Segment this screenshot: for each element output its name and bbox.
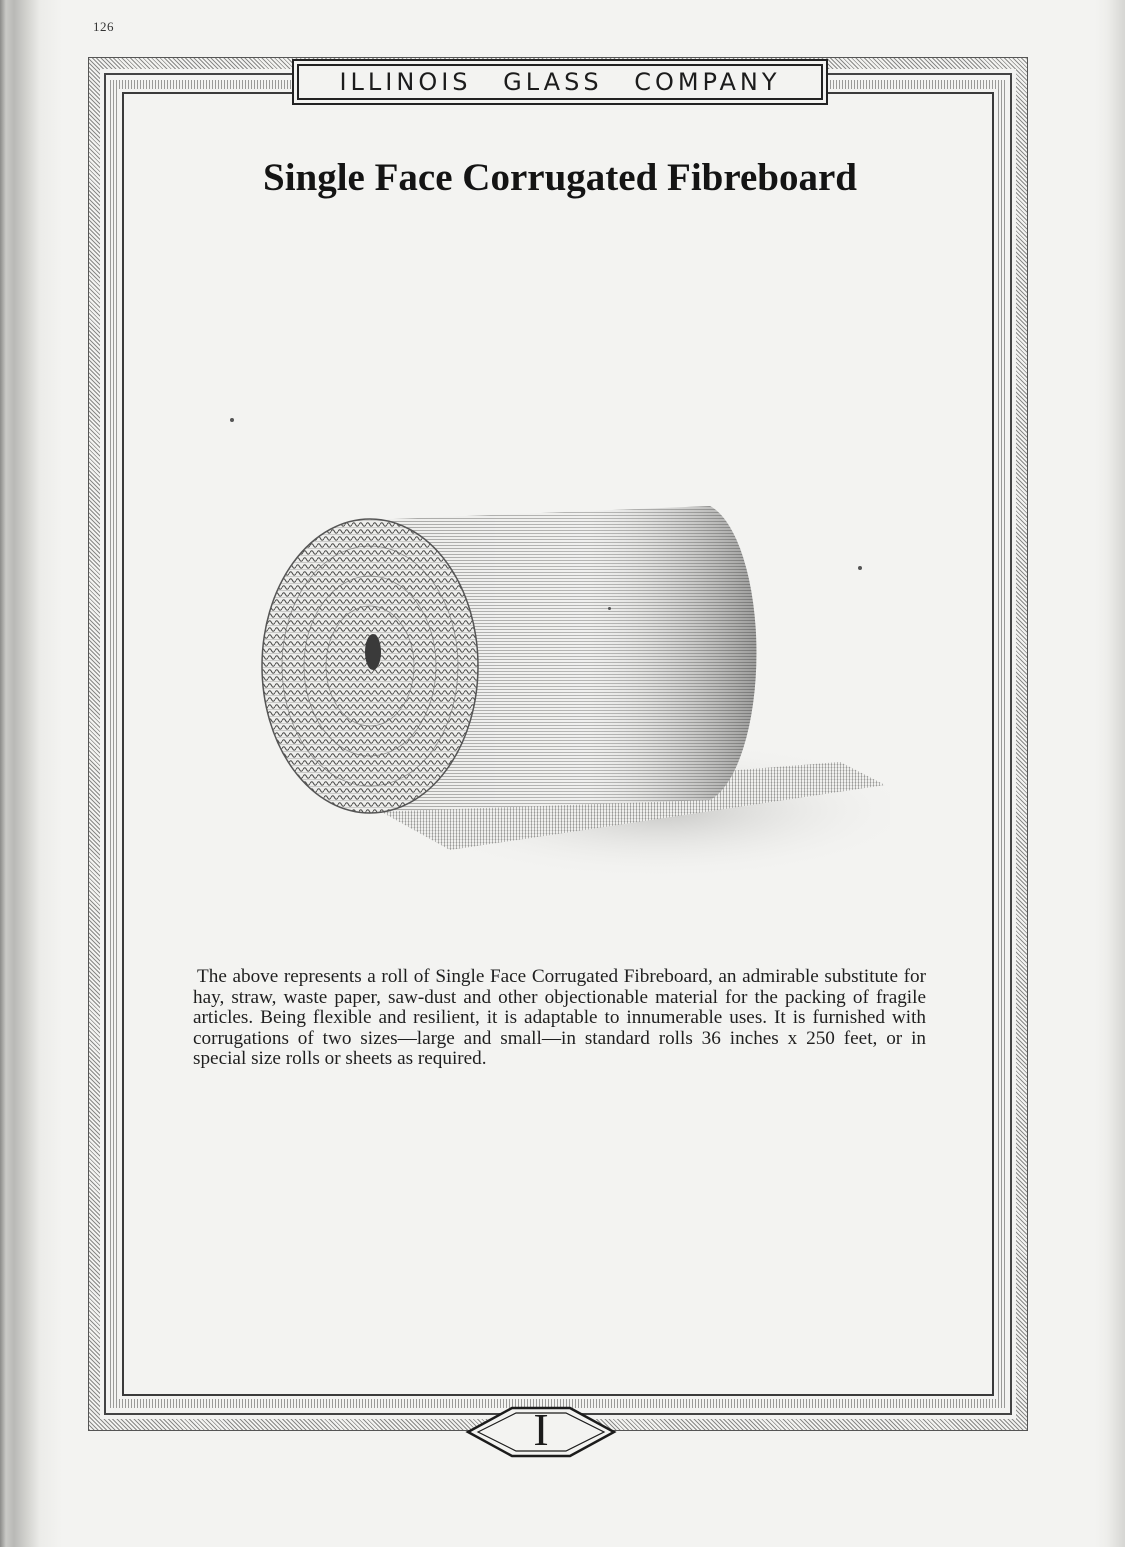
company-header: ILLINOIS GLASS COMPANY bbox=[339, 68, 781, 96]
description-paragraph: The above represents a roll of Single Face Corrugated Fibreboard, an admirable substitute for hay, straw, waste paper, saw-dust and other objectionable material for the packing of fragile articles. Being flexible and resilient, it is adaptable to innumerable uses. It is furnished with corrugations of two sizes—large and small—in standard rolls 36 inches x 250 feet, or in special size rolls or sheets as required. bbox=[193, 966, 926, 1069]
company-header-box bbox=[297, 64, 823, 100]
print-speck bbox=[858, 566, 862, 570]
print-speck bbox=[608, 607, 611, 610]
book-gutter-shadow bbox=[0, 0, 62, 1547]
roll-core bbox=[365, 634, 381, 670]
page-edge-shadow bbox=[1095, 0, 1125, 1547]
page-number: 126 bbox=[93, 19, 114, 34]
emblem-letter: I bbox=[533, 1404, 549, 1455]
corrugated-roll-illustration bbox=[240, 500, 890, 890]
print-speck bbox=[230, 418, 234, 422]
page-title: Single Face Corrugated Fibreboard bbox=[263, 156, 857, 199]
